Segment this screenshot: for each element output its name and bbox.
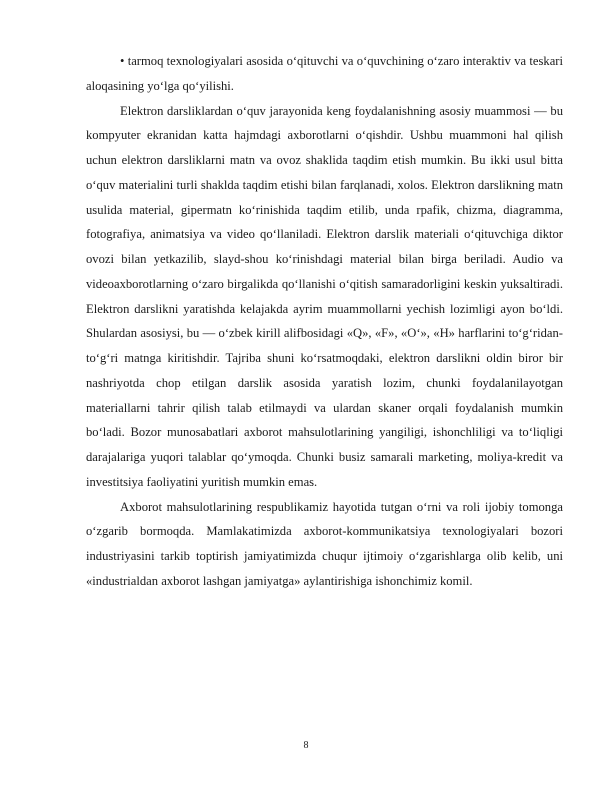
body-text [86, 49, 563, 594]
bullet-paragraph: • tarmoq texnologiyalari asosida o‘qituvchi va o‘quvchining o‘zaro interaktiv va teskari aloqasining yo‘lga qo‘yilishi. [86, 54, 563, 93]
page-number: 8 [303, 740, 309, 751]
paragraph-e-textbooks: Elektron darsliklardan o‘quv jarayonida keng foydalanishning asosiy muammosi — bu kompyuter ekranidan katta hajmdagi axborotlarni o‘qishdir. Ushbu muammoni hal qilish uchun elektron darsliklarni matn va ovoz shaklida taqdim etish mumkin. Bu ikki usul bitta o‘quv materialini turli shaklda taqdim etishi bilan farqlanadi, xolos. Elektron darslikning matn usulida material, gipermatn ko‘rinishida taqdim etilib, unda rpafik, chizma, diagramma, fotografiya, animatsiya va video qo‘llaniladi. Elektron darslik materiali o‘qituvchiga diktor ovozi bilan yetkazilib, slayd-shou ko‘rinishdagi material bilan birga beriladi. Audio va videoaxborotlarning o‘zaro birgalikda qo‘llanishi o‘qitish samaradorligini keskin yuksaltiradi. Elektron darslikni yaratishda kelajakda ayrim muammollarni yechish lozimligi ayon bo‘ldi. Shulardan asosiysi, bu — o‘zbek kirill alifbosidagi «Q», «F», «O‘», «H» harflarini to‘g‘ridan-to‘g‘ri matnga kiritishdir. Tajriba shuni ko‘rsatmoqdaki, elektron darslikni oldin biror bir nashriyotda chop etilgan darslik asosida yaratish lozim, chunki foydalanilayotgan materiallarni tahrir qilish talab etilmaydi va ulardan skaner orqali foydalanish mumkin bo‘ladi. Bozor munosabatlari axborot mahsulotlarining yangiligi, ishonchliligi va to‘liqligi darajalariga yuqori talablar qo‘ymoqda. Chunki busiz samarali marketing, moliya-kredit va investitsiya faoliyatini yuritish mumkin emas. [86, 103, 563, 489]
paragraph-information-products: Axborot mahsulotlarining respublikamiz hayotida tutgan o‘rni va roli ijobiy tomonga o‘zgarib bormoqda. Mamlakatimizda axborot-kommunikatsiya texnologiyalari bozori industriyasini tarkib toptirish jamiyatimizda chuqur ijtimoiy o‘zgarishlarga olib kelib, uni «industrialdan axborot lashgan jamiyatga» aylantirishiga ishonchimiz komil. [86, 499, 563, 588]
